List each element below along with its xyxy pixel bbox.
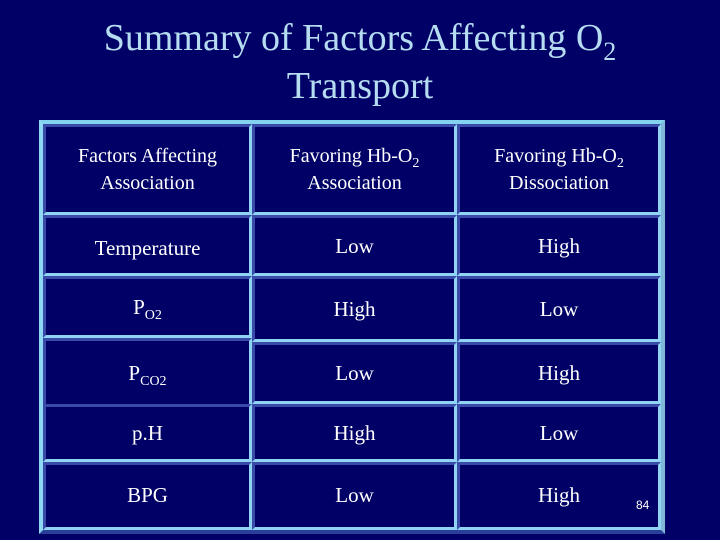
row-dissociation-cell [457,342,661,404]
row-association-cell [252,404,457,462]
row-factor-cell [43,338,252,407]
factor-text: p.H [132,421,163,445]
association-value: High [333,297,376,321]
title-text: Summary of Factors Affecting O [103,17,604,59]
page-number: 84 [636,498,650,512]
header-cell-factors [43,124,252,215]
association-value: Low [335,483,374,507]
row-dissociation-cell [457,276,661,342]
association-value: Low [335,361,374,385]
header-text: Dissociation [508,171,609,194]
row-factor-cell [43,404,252,462]
dissociation-value: Low [539,297,579,321]
factor-subscript: CO2 [140,373,167,389]
title-subscript: 2 [603,37,617,66]
header-text: Association [100,171,195,194]
factor-subscript: O2 [144,308,162,323]
factor-text: P [133,295,145,319]
header-text: Association [307,171,402,194]
association-value: High [333,421,376,445]
title-line-2: Transport [286,65,434,107]
dissociation-value: High [538,233,580,258]
header-subscript: 2 [412,155,420,171]
row-dissociation-cell [457,404,661,462]
row-factor-cell [43,215,252,276]
factor-text: P [128,360,141,385]
row-association-cell [252,462,457,530]
row-association-cell [252,215,457,276]
header-text: Favoring Hb-O [289,144,413,167]
header-subscript: 2 [616,155,624,171]
row-factor-cell [43,462,252,530]
header-cell-association [252,124,457,215]
dissociation-value: High [538,483,580,507]
dissociation-value: High [538,361,580,385]
row-association-cell [252,342,457,404]
slide-title [0,14,720,110]
row-factor-cell [43,276,252,338]
header-text: Factors Affecting [77,144,218,167]
dissociation-value: Low [539,421,579,445]
header-cell-dissociation [457,124,661,215]
title-line-1 [0,14,720,66]
row-dissociation-cell [457,462,661,530]
row-association-cell [252,276,457,342]
row-dissociation-cell [457,215,661,276]
factor-text: Temperature [94,236,201,260]
header-text: Favoring Hb-O [494,144,617,167]
factor-text: BPG [127,483,168,507]
association-value: Low [335,233,374,258]
